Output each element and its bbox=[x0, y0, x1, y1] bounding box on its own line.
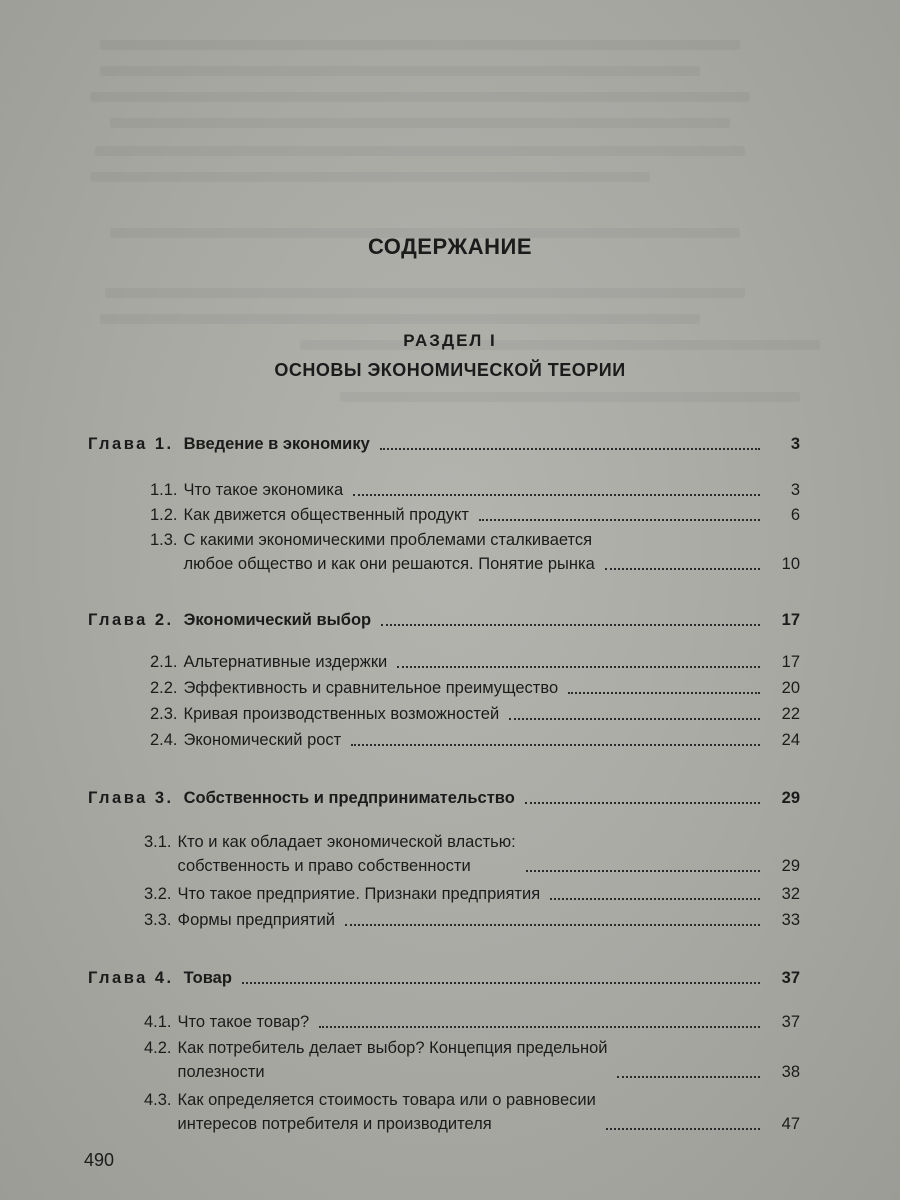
item-number: 2.1. bbox=[150, 653, 178, 671]
dot-leader bbox=[319, 1026, 760, 1028]
item-title-line-1: Кто и как обладает экономической властью: bbox=[177, 833, 516, 851]
dot-leader bbox=[345, 924, 760, 926]
page-number: 10 bbox=[781, 555, 800, 573]
page-title: СОДЕРЖАНИЕ bbox=[367, 234, 533, 259]
item-number: 4.2. bbox=[144, 1039, 172, 1057]
page-number: 22 bbox=[781, 705, 800, 723]
dot-leader bbox=[605, 568, 760, 570]
dot-leader bbox=[381, 624, 760, 626]
item-title-line-1: Как потребитель делает выбор? Концепция предельной bbox=[177, 1039, 608, 1057]
dot-leader bbox=[242, 982, 760, 984]
chapter-title: Товар bbox=[183, 969, 232, 987]
chapter-title: Экономический выбор bbox=[183, 611, 372, 629]
item-title-line-2: полезности bbox=[177, 1063, 265, 1081]
dot-leader bbox=[550, 898, 760, 900]
toc-item-4-3[interactable] bbox=[144, 1088, 800, 1136]
item-title: Как движется общественный продукт bbox=[183, 506, 469, 524]
page-number: 3 bbox=[790, 435, 800, 453]
item-title-line-2: собственность и право собственности bbox=[177, 857, 471, 875]
page-number: 32 bbox=[781, 885, 800, 903]
chapter-prefix: Глава 2. bbox=[88, 611, 174, 629]
page-number: 17 bbox=[781, 653, 800, 671]
toc-item-1-3[interactable] bbox=[150, 528, 800, 576]
toc-item-1-2[interactable] bbox=[150, 503, 800, 527]
dot-leader bbox=[606, 1128, 760, 1130]
item-title-line-2: интересов потребителя и производителя bbox=[177, 1115, 492, 1133]
dot-leader bbox=[526, 870, 760, 872]
page-number: 38 bbox=[781, 1063, 800, 1081]
toc-chapter-3[interactable] bbox=[88, 786, 800, 810]
dot-leader bbox=[617, 1076, 760, 1078]
item-number: 3.3. bbox=[144, 911, 172, 929]
toc-item-4-2[interactable] bbox=[144, 1036, 800, 1084]
chapter-title: Собственность и предпринимательство bbox=[183, 789, 515, 807]
page-number: 20 bbox=[781, 679, 800, 697]
toc-item-4-1[interactable] bbox=[144, 1010, 800, 1034]
dot-leader bbox=[525, 802, 760, 804]
page-number: 29 bbox=[781, 857, 800, 875]
page-number: 24 bbox=[781, 731, 800, 749]
item-number: 2.3. bbox=[150, 705, 178, 723]
dot-leader bbox=[351, 744, 760, 746]
page-number: 6 bbox=[790, 506, 800, 524]
page-folio: 490 bbox=[84, 1150, 115, 1170]
toc-item-2-2[interactable] bbox=[150, 676, 800, 700]
chapter-prefix: Глава 3. bbox=[88, 789, 174, 807]
page-number: 29 bbox=[781, 789, 800, 807]
toc-chapter-4[interactable] bbox=[88, 966, 800, 990]
dot-leader bbox=[380, 448, 760, 450]
toc-item-3-2[interactable] bbox=[144, 882, 800, 906]
page-number: 37 bbox=[781, 969, 800, 987]
page-number: 3 bbox=[790, 481, 800, 499]
toc-item-3-1[interactable] bbox=[144, 830, 800, 878]
item-title-line-1: Как определяется стоимость товара или о равновесии bbox=[177, 1091, 596, 1109]
item-title: Альтернативные издержки bbox=[183, 653, 388, 671]
page-number: 47 bbox=[781, 1115, 800, 1133]
item-number: 3.1. bbox=[144, 833, 172, 851]
item-title: Что такое товар? bbox=[177, 1013, 310, 1031]
item-title: Кривая производственных возможностей bbox=[183, 705, 500, 723]
item-number: 1.3. bbox=[150, 531, 178, 549]
item-title: Что такое экономика bbox=[183, 481, 344, 499]
item-title-line-2: любое общество и как они решаются. Понятие рынка bbox=[183, 555, 595, 573]
dot-leader bbox=[479, 519, 760, 521]
item-number: 2.2. bbox=[150, 679, 178, 697]
dot-leader bbox=[568, 692, 760, 694]
item-title: Экономический рост bbox=[183, 731, 342, 749]
section-number: РАЗДЕЛ I bbox=[403, 331, 497, 350]
toc-item-2-1[interactable] bbox=[150, 650, 800, 674]
item-number: 1.2. bbox=[150, 506, 178, 524]
item-number: 2.4. bbox=[150, 731, 178, 749]
chapter-prefix: Глава 1. bbox=[88, 435, 174, 453]
item-number: 4.3. bbox=[144, 1091, 172, 1109]
dot-leader bbox=[509, 718, 760, 720]
item-number: 4.1. bbox=[144, 1013, 172, 1031]
toc-item-1-1[interactable] bbox=[150, 478, 800, 502]
dot-leader bbox=[353, 494, 760, 496]
item-number: 1.1. bbox=[150, 481, 178, 499]
toc-item-2-3[interactable] bbox=[150, 702, 800, 726]
toc-chapter-1[interactable] bbox=[88, 432, 800, 456]
page-number: 37 bbox=[781, 1013, 800, 1031]
toc-item-2-4[interactable] bbox=[150, 728, 800, 752]
item-title: Что такое предприятие. Признаки предприятия bbox=[177, 885, 541, 903]
chapter-prefix: Глава 4. bbox=[88, 969, 174, 987]
dot-leader bbox=[397, 666, 760, 668]
item-title: Формы предприятий bbox=[177, 911, 336, 929]
item-number: 3.2. bbox=[144, 885, 172, 903]
section-name: ОСНОВЫ ЭКОНОМИЧЕСКОЙ ТЕОРИИ bbox=[274, 360, 626, 380]
page-number: 33 bbox=[781, 911, 800, 929]
toc-chapter-2[interactable] bbox=[88, 608, 800, 632]
item-title-line-1: С какими экономическими проблемами сталкивается bbox=[183, 531, 593, 549]
toc-item-3-3[interactable] bbox=[144, 908, 800, 932]
item-title: Эффективность и сравнительное преимущество bbox=[183, 679, 559, 697]
page-number: 17 bbox=[781, 611, 800, 629]
chapter-title: Введение в экономику bbox=[183, 435, 370, 453]
